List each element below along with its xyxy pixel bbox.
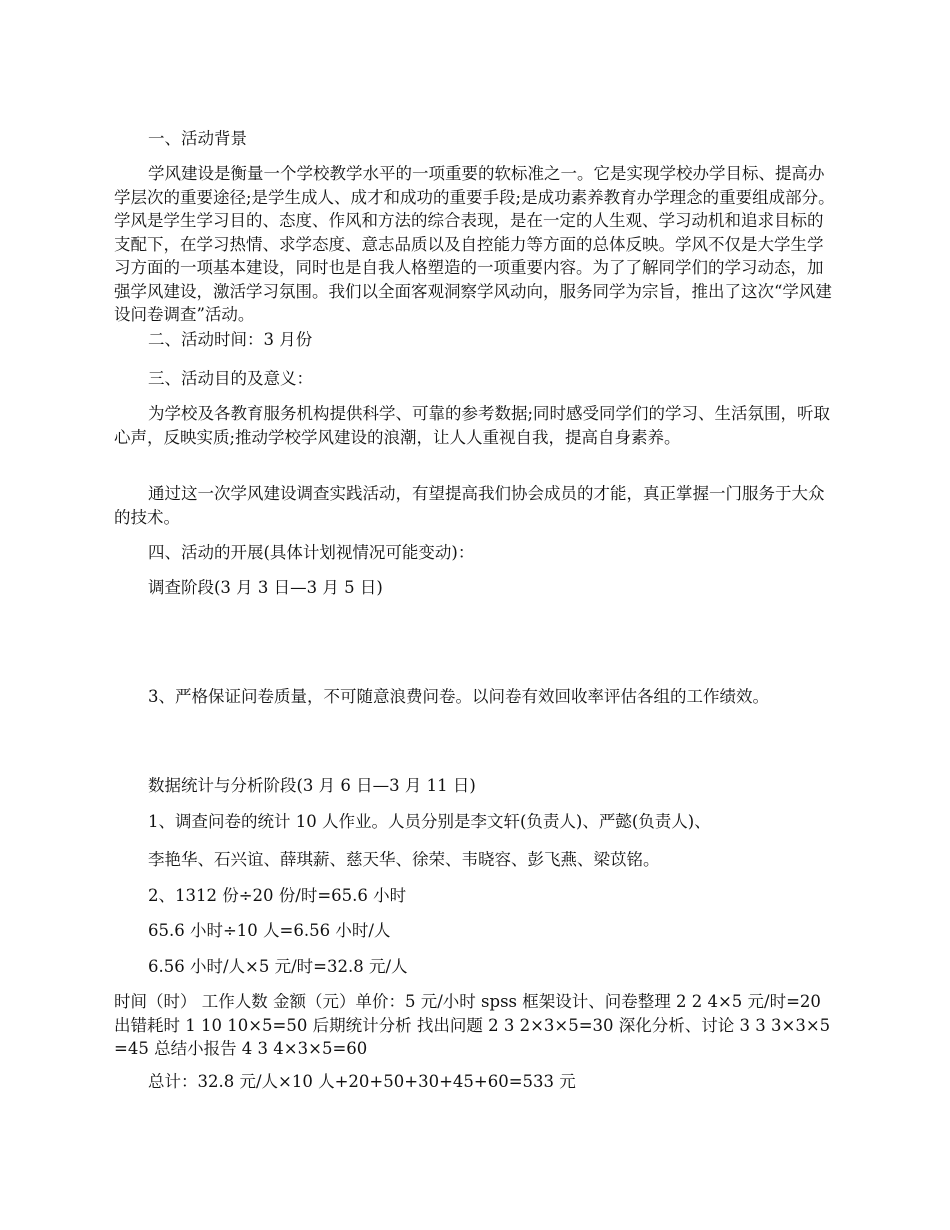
total-line: 总计：32.8 元/人×10 人+20+50+30+45+60=533 元 [148, 1072, 576, 1091]
calc-line-2: 65.6 小时÷10 人=6.56 小时/人 [148, 921, 391, 940]
survey-stage: 调查阶段(3 月 3 日—3 月 5 日) [148, 578, 383, 597]
heading-conduct: 四、活动的开展(具体计划视情况可能变动)： [148, 543, 475, 562]
cost-table-text: 时间（时） 工作人数 金额（元）单价：5 元/小时 spss 框架设计、问卷整理 2 2 4×5 元/时=20 出错耗时 1 10 10×5=50 后期统计分析 找出问题 2 3 2×3×5=30 深化分析、讨论 3 3 3×3×5=45 总结小报告 4 3 4×3×5=60 [114, 992, 831, 1058]
calc-line-1: 2、1312 份÷20 份/时=65.6 小时 [148, 886, 407, 905]
heading-background: 一、活动背景 [148, 129, 247, 148]
quality-paragraph: 3、严格保证问卷质量，不可随意浪费问卷。以问卷有效回收率评估各组的工作绩效。 [148, 687, 769, 706]
heading-purpose: 三、活动目的及意义： [148, 369, 313, 388]
stat-line-1: 1、调查问卷的统计 10 人作业。人员分别是李文轩(负责人)、严懿(负责人)、 [148, 812, 711, 831]
heading-time: 二、活动时间：3 月份 [148, 330, 313, 349]
calc-line-3: 6.56 小时/人×5 元/时=32.8 元/人 [148, 957, 408, 976]
background-paragraph: 学风建设是衡量一个学校教学水平的一项重要的软标准之一。它是实现学校办学目标、提高办学层次的重要途径;是学生成人、成才和成功的重要手段;是成功素养教育办学理念的重要组成部分。学风是学生学习目的、态度、作风和方法的综合表现，是在一定的人生观、学习动机和追求目标的支配下，在学习热情、求学态度、意志品质以及自控能力等方面的总体反映。学风不仅是大学生学习方面的一项基本建设，同时也是自我人格塑造的一项重要内容。为了了解同学们的学习动态，加强学风建设，激活学习氛围。我们以全面客观洞察学风动向，服务同学为宗旨，推出了这次“学风建设问卷调查”活动。 [114, 164, 835, 324]
analysis-stage: 数据统计与分析阶段(3 月 6 日—3 月 11 日) [148, 776, 476, 795]
stat-line-2: 李艳华、石兴谊、薛琪薪、慈天华、徐荣、韦晓容、彭飞燕、梁苡铭。 [148, 850, 660, 869]
purpose-paragraph-1: 为学校及各教育服务机构提供科学、可靠的参考数据;同时感受同学们的学习、生活氛围，听取心声，反映实质;推动学校学风建设的浪潮，让人人重视自我，提高自身素养。 [114, 404, 831, 447]
purpose-paragraph-2: 通过这一次学风建设调查实践活动，有望提高我们协会成员的才能，真正掌握一门服务于大众的技术。 [114, 484, 825, 527]
